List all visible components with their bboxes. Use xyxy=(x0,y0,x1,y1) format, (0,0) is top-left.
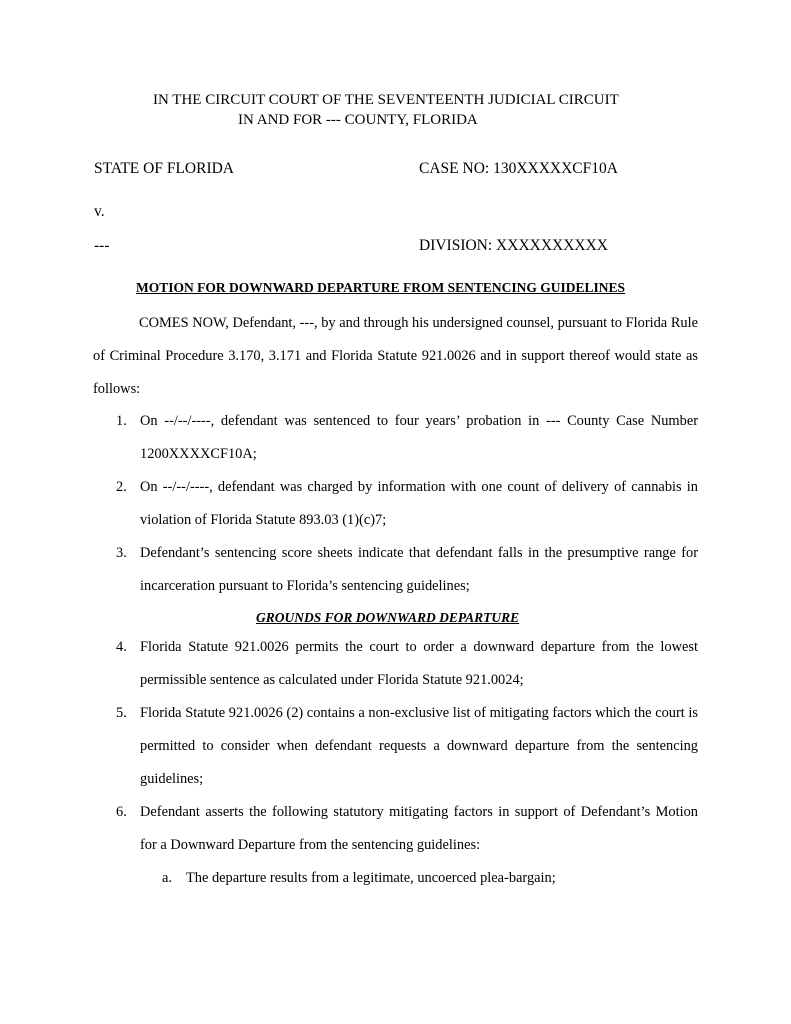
list-item-text: On --/--/----, defendant was sentenced to four years’ probation in --- County Case Number 1200XXXXCF10A; xyxy=(140,413,698,462)
list-item-text: Florida Statute 921.0026 permits the court to order a downward departure from the lowest permissible sentence as calculated under Florida Statute 921.0024; xyxy=(140,639,698,688)
list-item-number: 5. xyxy=(116,705,127,721)
list-item-number: 6. xyxy=(116,804,127,820)
court-heading-line2: IN AND FOR --- COUNTY, FLORIDA xyxy=(238,112,478,128)
grounds-heading: GROUNDS FOR DOWNWARD DEPARTURE xyxy=(256,610,520,625)
court-heading-line1: IN THE CIRCUIT COURT OF THE SEVENTEENTH JUDICIAL CIRCUIT xyxy=(153,92,619,108)
plaintiff-name: STATE OF FLORIDA xyxy=(94,160,234,177)
list-item-number: 4. xyxy=(116,639,127,655)
list-item-text: On --/--/----, defendant was charged by information with one count of delivery of cannabis in violation of Florida Statute 893.03 (1)(c)7; xyxy=(140,479,698,528)
list-item-number: 1. xyxy=(116,413,127,429)
sub-list-item-letter: a. xyxy=(162,870,172,886)
list-item-number: 2. xyxy=(116,479,127,495)
list-item-text: Defendant’s sentencing score sheets indicate that defendant falls in the presumptive range for incarceration pursuant to Florida’s sentencing guidelines; xyxy=(140,545,698,594)
list-item-text: Florida Statute 921.0026 (2) contains a non-exclusive list of mitigating factors which the court is permitted to consider when defendant requests a downward departure from the sentencing guidelines; xyxy=(140,705,698,787)
sub-list-item-text: The departure results from a legitimate, uncoerced plea-bargain; xyxy=(186,870,556,886)
list-item-text: Defendant asserts the following statutory mitigating factors in support of Defendant’s Motion for a Downward Departure from the sentencing guidelines: xyxy=(140,804,698,853)
motion-title: MOTION FOR DOWNWARD DEPARTURE FROM SENTENCING GUIDELINES xyxy=(136,280,626,295)
list-item-number: 3. xyxy=(116,545,127,561)
defendant-name: --- xyxy=(94,237,110,254)
division-label: DIVISION: XXXXXXXXXX xyxy=(419,237,608,254)
case-number: CASE NO: 130XXXXXCF10A xyxy=(419,160,618,177)
versus-label: v. xyxy=(94,203,105,220)
intro-paragraph: COMES NOW, Defendant, ---, by and through his undersigned counsel, pursuant to Florida Rule of Criminal Procedure 3.170, 3.171 and Florida Statute 921.0026 and in support thereof would state as follows: xyxy=(93,315,698,397)
